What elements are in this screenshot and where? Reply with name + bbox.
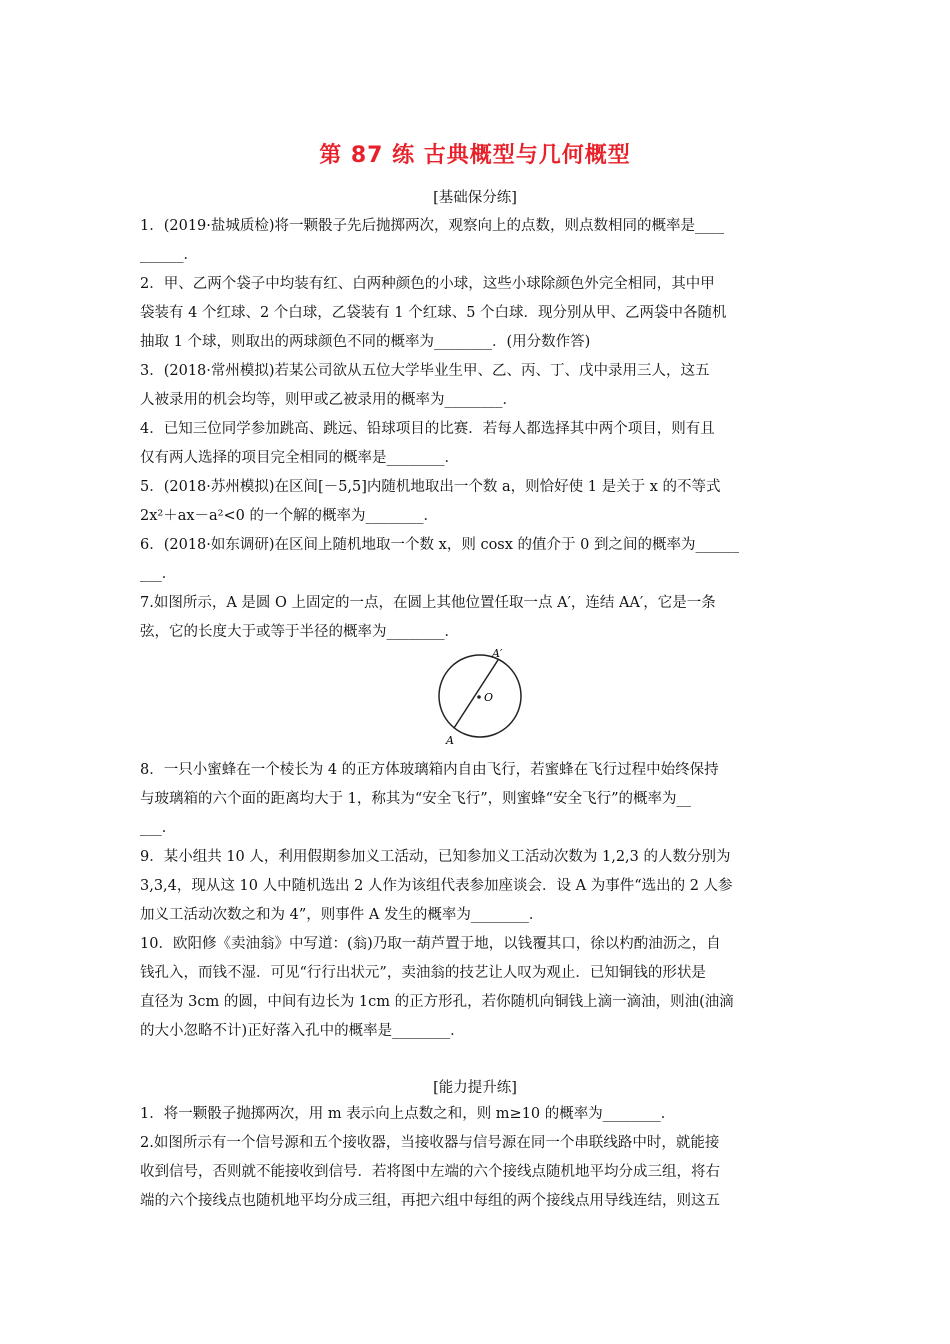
text-line: 与玻璃箱的六个面的距离均大于 1，称其为“安全飞行”，则蜜蜂“安全飞行”的概率为__ [140, 791, 691, 807]
label-a: A [446, 734, 454, 746]
text-line: 袋装有 4 个红球、2 个白球，乙袋装有 1 个红球、5 个白球．现分别从甲、乙两袋中各随机 [140, 305, 727, 321]
text-line: 7.如图所示，A 是圆 O 上固定的一点，在圆上其他位置任取一点 A′，连结 AA′，它是一条 [140, 595, 716, 611]
text-line: 收到信号，否则就不能接收到信号．若将图中左端的六个接线点随机地平均分成三组，将右 [140, 1164, 720, 1180]
text-line: 3．(2018·常州模拟)若某公司欲从五位大学毕业生甲、乙、丙、丁、戊中录用三人，这五 [140, 363, 710, 379]
text-line: ___． [140, 820, 177, 836]
text-line: 人被录用的机会均等，则甲或乙被录用的概率为________． [140, 392, 517, 408]
text-line: ___． [140, 566, 177, 582]
text-line: 的大小忽略不计)正好落入孔中的概率是________． [140, 1023, 465, 1039]
text-line: 仅有两人选择的项目完全相同的概率是________． [140, 450, 459, 466]
label-a-prime: A′ [492, 647, 503, 660]
page-title: 第 87 练 古典概型与几何概型 [319, 143, 631, 168]
text-line: 9．某小组共 10 人，利用假期参加义工活动，已知参加义工活动次数为 1,2,3 的人数分别为 [140, 849, 731, 865]
text-line: 加义工活动次数之和为 4”，则事件 A 发生的概率为________． [140, 907, 544, 923]
text-line: 端的六个接线点也随机地平均分成三组，再把六组中每组的两个接线点用导线连结，则这五 [140, 1193, 720, 1209]
label-o: O [484, 691, 494, 704]
circle-chord-figure [420, 646, 540, 746]
text-line: 1．将一颗骰子抛掷两次，用 m 表示向上点数之和，则 m≥10 的概率为________． [140, 1106, 676, 1122]
text-line: 2．甲、乙两个袋子中均装有红、白两种颜色的小球，这些小球除颜色外完全相同，其中甲 [140, 276, 715, 292]
text-line: 直径为 3cm 的圆，中间有边长为 1cm 的正方形孔，若你随机向铜钱上滴一滴油，则油(油滴 [140, 994, 734, 1010]
text-line: 2x²＋ax－a²<0 的一个解的概率为________． [140, 508, 438, 524]
text-line: 8．一只小蜜蜂在一个棱长为 4 的正方体玻璃箱内自由飞行，若蜜蜂在飞行过程中始终保持 [140, 762, 719, 778]
text-line: 4．已知三位同学参加跳高、跳远、铅球项目的比赛．若每人都选择其中两个项目，则有且 [140, 421, 715, 437]
text-line: 3,3,4，现从这 10 人中随机选出 2 人作为该组代表参加座谈会．设 A 为事件“选出的 2 人参 [140, 878, 733, 894]
text-line: 10．欧阳修《卖油翁》中写道：(翁)乃取一葫芦置于地，以钱覆其口，徐以杓酌油沥之，自 [140, 936, 721, 952]
section-heading-advanced: [能力提升练] [433, 1080, 517, 1096]
text-line: 6．(2018·如东调研)在区间上随机地取一个数 x，则 cosx 的值介于 0 到之间的概率为______ [140, 537, 739, 553]
text-line: 抽取 1 个球，则取出的两球颜色不同的概率为________．(用分数作答) [140, 334, 591, 350]
text-line: 弦，它的长度大于或等于半径的概率为________． [140, 624, 459, 640]
text-line: 钱孔入，而钱不湿．可见“行行出状元”，卖油翁的技艺让人叹为观止．已知铜钱的形状是 [140, 965, 706, 981]
text-line: ______． [140, 247, 198, 263]
text-line: 2.如图所示有一个信号源和五个接收器，当接收器与信号源在同一个串联线路中时，就能接 [140, 1135, 720, 1151]
section-heading-basic: [基础保分练] [433, 190, 517, 206]
text-line: 1．(2019·盐城质检)将一颗骰子先后抛掷两次，观察向上的点数，则点数相同的概率是____ [140, 218, 725, 234]
text-line: 5．(2018·苏州模拟)在区间[－5,5]内随机地取出一个数 a，则恰好使 1 是关于 x 的不等式 [140, 479, 721, 495]
